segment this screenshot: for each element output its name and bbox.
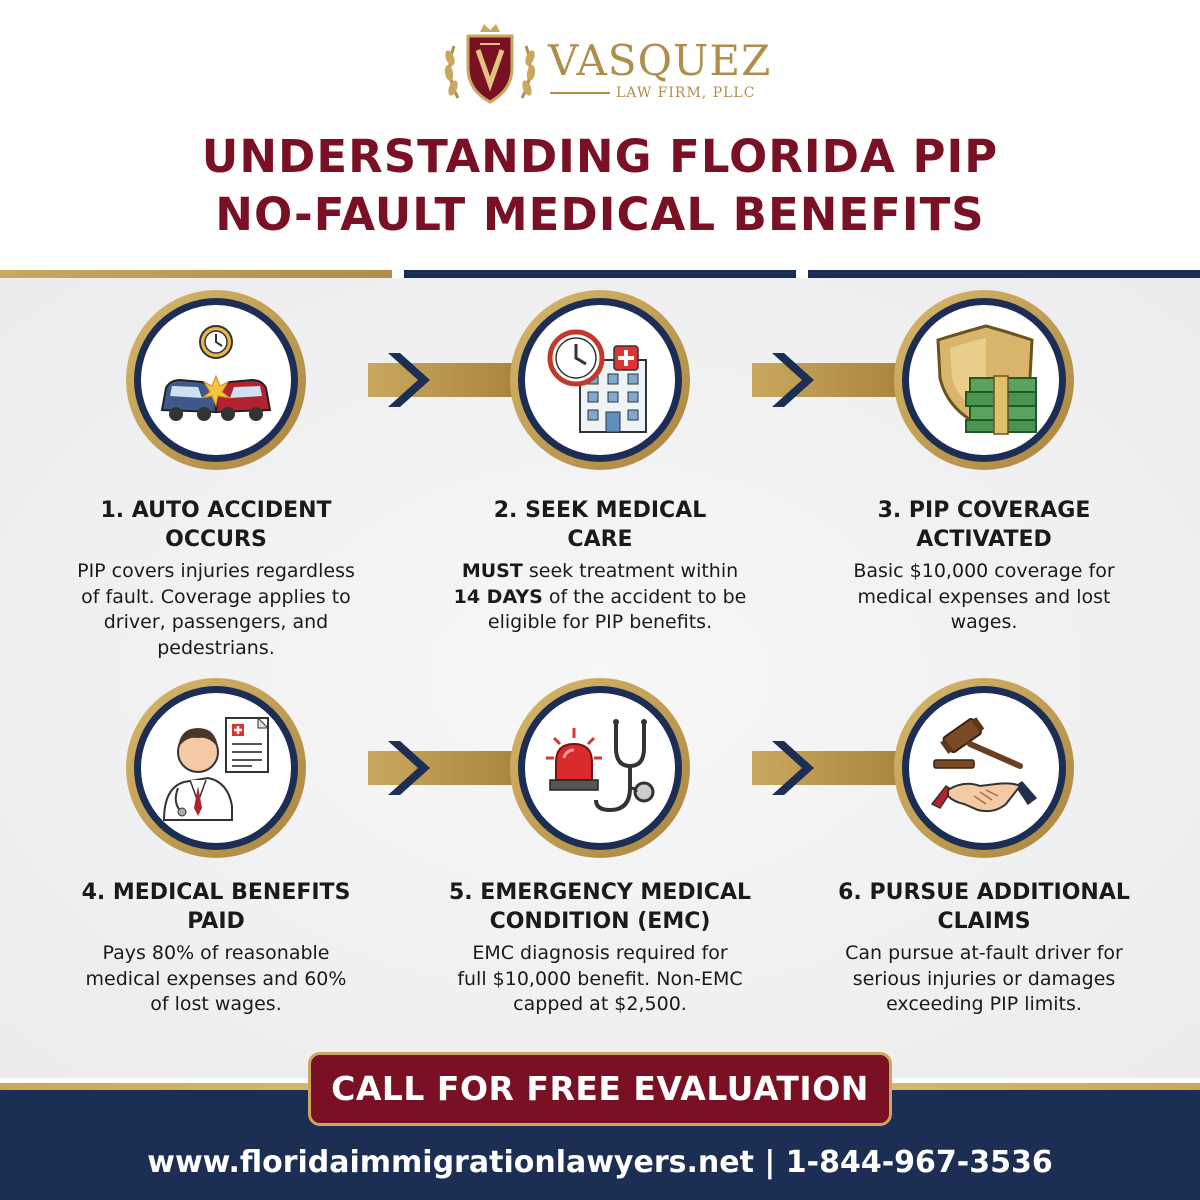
divider-gold bbox=[0, 270, 392, 278]
must-emphasis: MUST bbox=[461, 560, 523, 582]
step-6-badge bbox=[894, 678, 1074, 858]
step-2-badge bbox=[510, 290, 690, 470]
chevron-right-icon bbox=[752, 345, 902, 415]
brand-name: VASQUEZ bbox=[548, 36, 772, 85]
step-3-title: 3. PIP COVERAGE ACTIVATED bbox=[877, 498, 1091, 552]
step-6-description: Can pursue at-fault driver for serious injuries or damages exceeding PIP limits. bbox=[845, 942, 1123, 1015]
step-3-badge bbox=[894, 290, 1074, 470]
connector-arrow-5-6 bbox=[752, 733, 902, 803]
free-evaluation-button[interactable]: CALL FOR FREE EVALUATION bbox=[308, 1052, 892, 1126]
divider-navy-1 bbox=[404, 270, 796, 278]
chevron-right-icon bbox=[752, 733, 902, 803]
step-2-title: 2. SEEK MEDICAL CARE bbox=[493, 498, 707, 552]
step-4-description: Pays 80% of reasonable medical expenses and 60% of lost wages. bbox=[85, 942, 347, 1015]
step-1-title: 1. AUTO ACCIDENT OCCURS bbox=[100, 498, 332, 552]
step-5-title: 5. EMERGENCY MEDICAL CONDITION (EMC) bbox=[448, 880, 751, 934]
hospital-clock-icon bbox=[540, 320, 660, 440]
divider-navy-2 bbox=[808, 270, 1200, 278]
step-3-description: Basic $10,000 coverage for medical expenses and lost wages. bbox=[853, 560, 1115, 633]
doctor-report-icon bbox=[156, 708, 276, 828]
step-5-description: EMC diagnosis required for full $10,000 benefit. Non-EMC capped at $2,500. bbox=[457, 942, 743, 1015]
step-4-title: 4. MEDICAL BENEFITS PAID bbox=[81, 880, 351, 934]
step-4-badge bbox=[126, 678, 306, 858]
brand-subtitle: LAW FIRM, PLLC bbox=[616, 85, 756, 101]
chevron-right-icon bbox=[368, 733, 518, 803]
law-firm-emblem-icon bbox=[440, 18, 540, 113]
brand-logo bbox=[440, 18, 770, 113]
siren-stethoscope-icon bbox=[540, 708, 660, 828]
fourteen-days-emphasis: 14 DAYS bbox=[453, 585, 543, 608]
car-crash-icon bbox=[156, 320, 276, 440]
shield-money-icon bbox=[924, 320, 1044, 440]
title-line-1: UNDERSTANDING FLORIDA PIP bbox=[201, 130, 999, 183]
connector-arrow-1-2 bbox=[368, 345, 518, 415]
step-1-description: PIP covers injuries regardless of fault. Coverage applies to driver, passengers, and pedestrians. bbox=[77, 560, 355, 659]
connector-arrow-4-5 bbox=[368, 733, 518, 803]
page-title bbox=[0, 128, 1200, 244]
title-line-2: NO-FAULT MEDICAL BENEFITS bbox=[215, 188, 985, 241]
gavel-handshake-icon bbox=[924, 708, 1044, 828]
step-6-title: 6. PURSUE ADDITIONAL CLAIMS bbox=[838, 880, 1130, 934]
connector-arrow-2-3 bbox=[752, 345, 902, 415]
contact-info[interactable]: www.floridaimmigrationlawyers.net | 1-844-967-3536 bbox=[147, 1145, 1053, 1180]
step-2-description: MUST seek treatment within 14 DAYS of the accident to be eligible for PIP benefits. bbox=[453, 560, 747, 633]
step-5-badge bbox=[510, 678, 690, 858]
header bbox=[0, 0, 1200, 270]
step-1-badge bbox=[126, 290, 306, 470]
chevron-right-icon bbox=[368, 345, 518, 415]
brand-divider bbox=[550, 92, 610, 94]
